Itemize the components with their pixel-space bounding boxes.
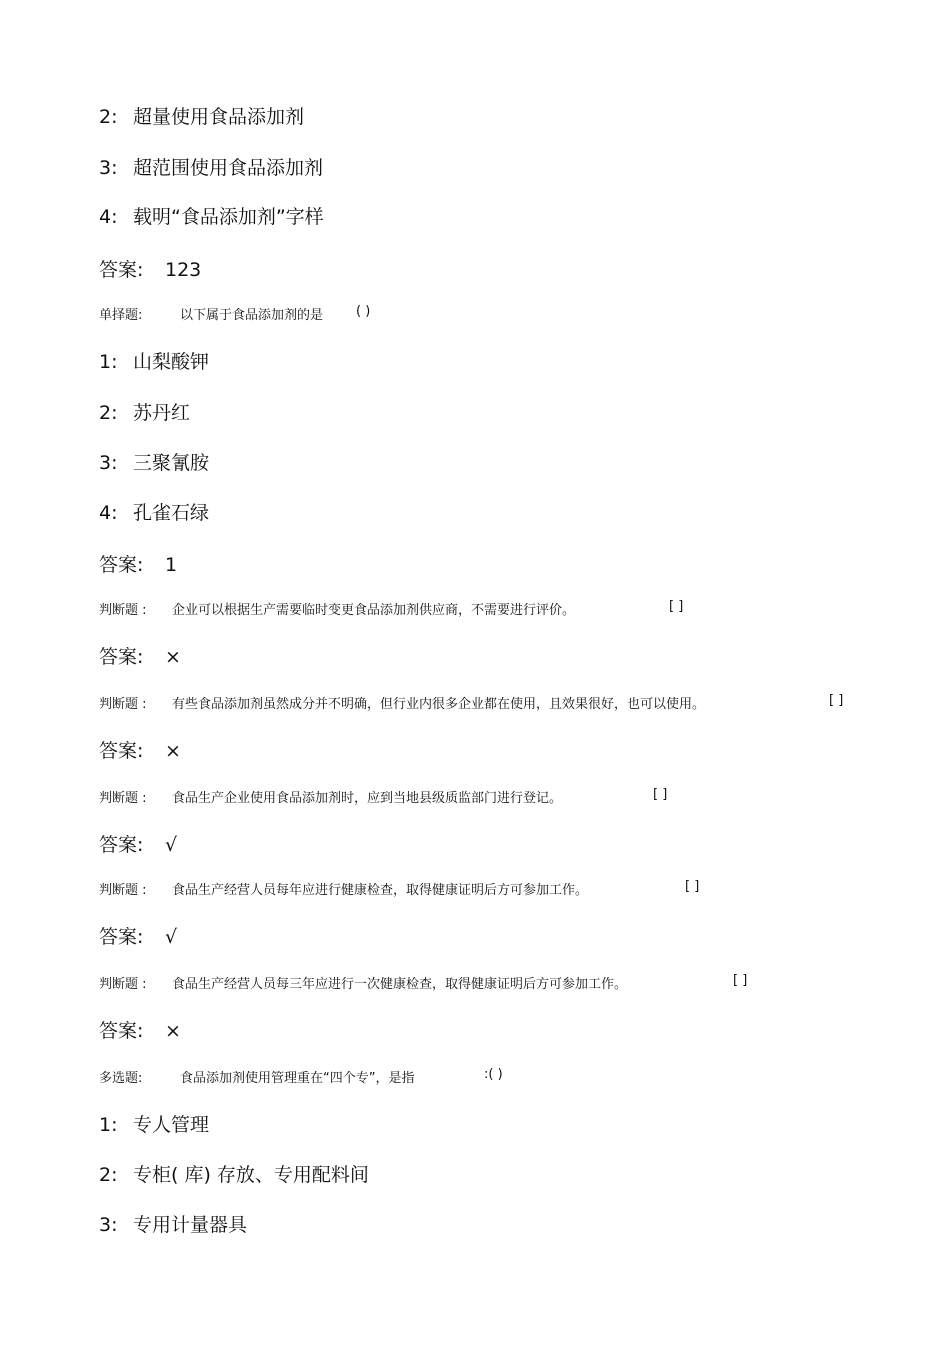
question-text: 企业可以根据生产需要临时变更食品添加剂供应商，不需要进行评价。 [172, 603, 576, 618]
question-type: 单择题: [99, 308, 143, 323]
answer-value: 1 [165, 554, 178, 576]
option-item [99, 498, 209, 525]
question-bracket: [ ] [829, 693, 844, 708]
question-text: 以下属于食品添加剂的是 [180, 308, 324, 323]
answer-label: 答案: [99, 926, 144, 948]
answer-line [99, 550, 177, 577]
option-text: 超范围使用食品添加剂 [133, 157, 324, 179]
answer-label: 答案: [99, 646, 144, 668]
question-text: 食品生产企业使用食品添加剂时，应到当地县级质监部门进行登记。 [172, 791, 563, 806]
option-text: 孔雀石绿 [133, 502, 210, 524]
answer-value: × [165, 646, 181, 668]
option-number: 3: [99, 1214, 118, 1236]
question-type: 多选题: [99, 1071, 143, 1086]
answer-label: 答案: [99, 1020, 144, 1042]
answer-label: 答案: [99, 259, 144, 281]
option-item [99, 202, 324, 229]
answer-line [99, 255, 201, 282]
question-bracket: ( ) [356, 304, 371, 319]
answer-value: × [165, 1020, 181, 1042]
option-text: 专柜( 库) 存放、专用配料间 [133, 1164, 369, 1186]
question-bracket: [ ] [685, 879, 700, 894]
answer-line [99, 736, 181, 763]
option-number: 4: [99, 206, 118, 228]
answer-label: 答案: [99, 554, 144, 576]
answer-label: 答案: [99, 834, 144, 856]
option-item [99, 1210, 247, 1237]
question-text: 食品生产经营人员每三年应进行一次健康检查，取得健康证明后方可参加工作。 [172, 977, 628, 992]
option-item [99, 102, 304, 129]
option-text: 载明“食品添加剂”字样 [133, 206, 324, 228]
question-type: 判断题 : [99, 697, 147, 712]
option-item [99, 347, 209, 374]
option-number: 2: [99, 106, 118, 128]
option-number: 1: [99, 351, 118, 373]
answer-value: 123 [165, 259, 202, 281]
answer-line [99, 642, 181, 669]
option-number: 3: [99, 452, 118, 474]
question-type: 判断题 : [99, 603, 147, 618]
option-text: 山梨酸钾 [133, 351, 210, 373]
answer-value: √ [165, 834, 178, 856]
answer-line [99, 922, 177, 949]
option-text: 超量使用食品添加剂 [133, 106, 305, 128]
option-text: 专用计量器具 [133, 1214, 248, 1236]
question-text: 有些食品添加剂虽然成分并不明确，但行业内很多企业都在使用，且效果很好，也可以使用。 [172, 697, 706, 712]
option-text: 专人管理 [133, 1114, 210, 1136]
option-text: 苏丹红 [133, 402, 191, 424]
option-number: 2: [99, 1164, 118, 1186]
option-number: 4: [99, 502, 118, 524]
question-bracket: [ ] [653, 787, 668, 802]
answer-value: √ [165, 926, 178, 948]
question-text: 食品生产经营人员每年应进行健康检查，取得健康证明后方可参加工作。 [172, 883, 589, 898]
question-type: 判断题 : [99, 977, 147, 992]
answer-label: 答案: [99, 740, 144, 762]
option-item [99, 1110, 209, 1137]
question-bracket: [ ] [733, 973, 748, 988]
question-text: 食品添加剂使用管理重在“四个专”，是指 [180, 1071, 415, 1086]
option-item [99, 448, 209, 475]
option-number: 3: [99, 157, 118, 179]
answer-line [99, 1016, 181, 1043]
question-bracket: :( ) [484, 1067, 503, 1082]
option-item [99, 1160, 369, 1187]
question-type: 判断题 : [99, 791, 147, 806]
answer-line [99, 830, 177, 857]
question-type: 判断题 : [99, 883, 147, 898]
option-number: 1: [99, 1114, 118, 1136]
answer-value: × [165, 740, 181, 762]
question-bracket: [ ] [669, 599, 684, 614]
option-item [99, 398, 190, 425]
option-item [99, 153, 323, 180]
option-number: 2: [99, 402, 118, 424]
option-text: 三聚氰胺 [133, 452, 210, 474]
